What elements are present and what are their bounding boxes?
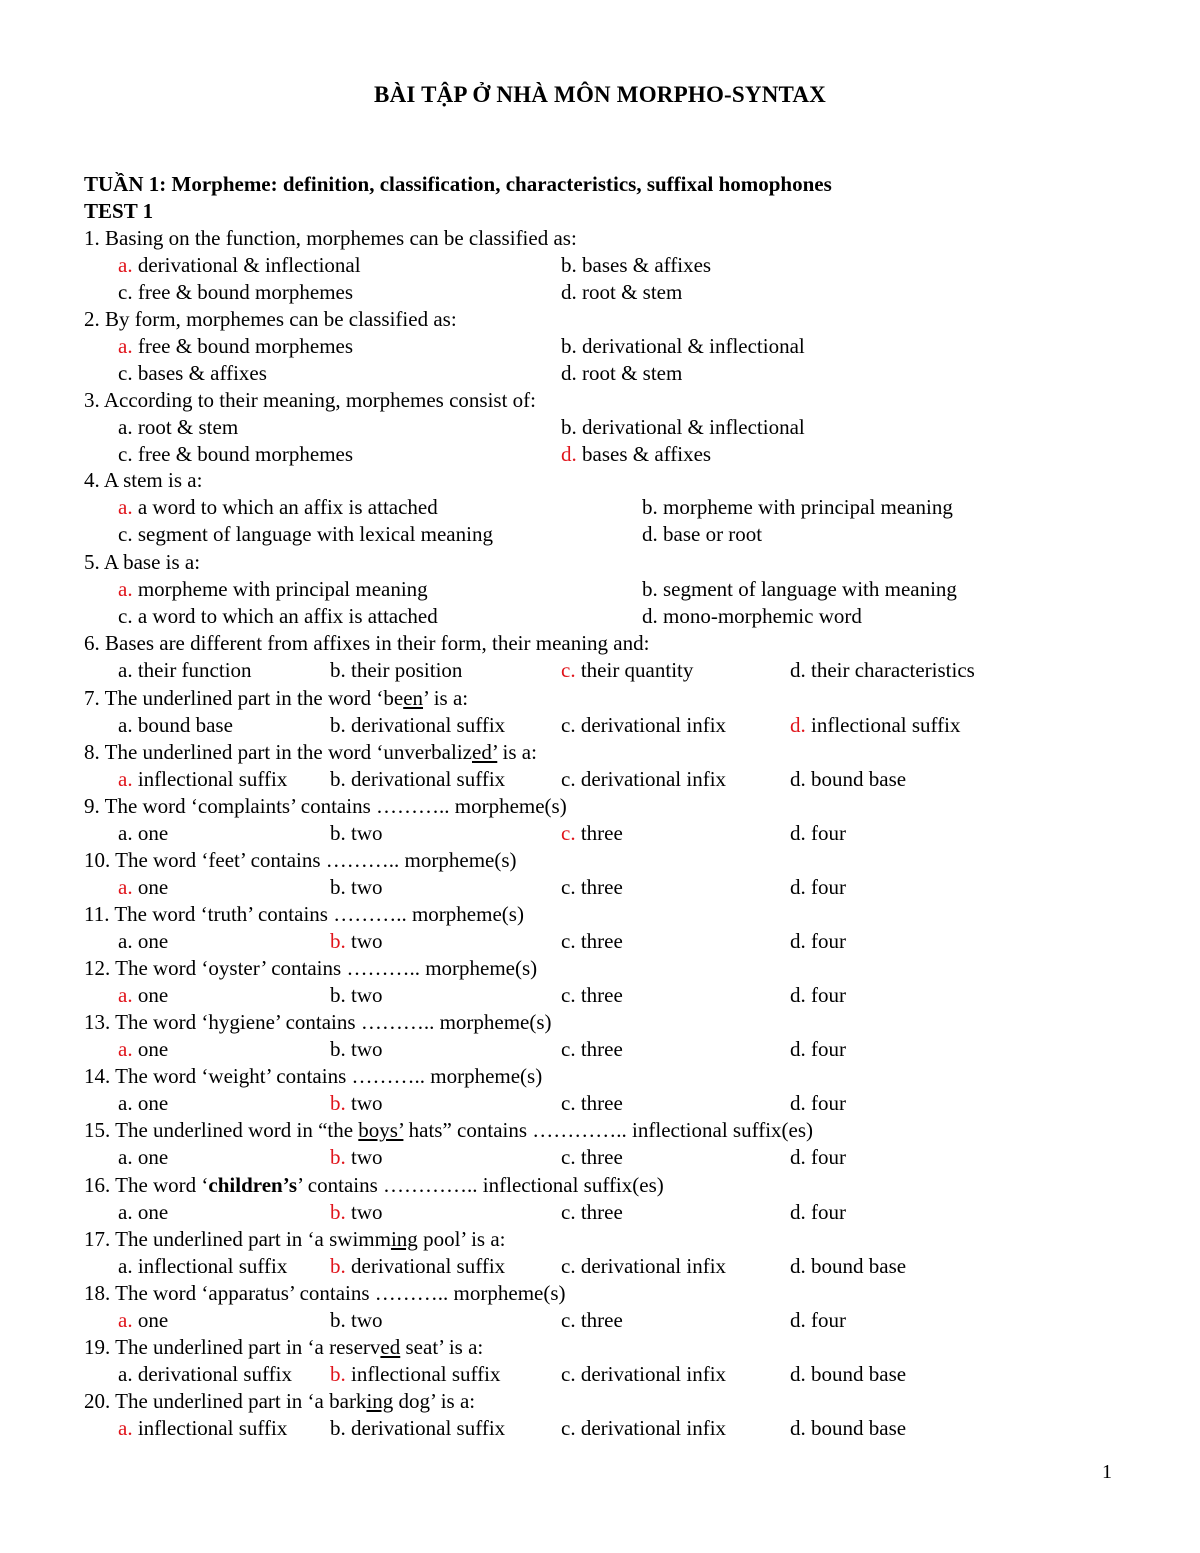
- question-text-part: 14. The word ‘weight’ contains ……….. morpheme(s): [84, 1064, 543, 1088]
- question-text-part: 4. A stem is a:: [84, 468, 203, 492]
- option-text: three: [575, 983, 623, 1007]
- option-text: one: [132, 1308, 169, 1332]
- question-2-text: [84, 307, 457, 331]
- question-text-part: 19. The underlined part in ‘a reserv: [84, 1335, 381, 1359]
- question-text-part: 8. The underlined part in the word ‘unverbaliz: [84, 740, 472, 764]
- question-10-option-c: [561, 875, 623, 899]
- question-text-part: 12. The word ‘oyster’ contains ……….. morpheme(s): [84, 956, 538, 980]
- option-letter: b.: [330, 929, 346, 953]
- option-text: one: [132, 1091, 169, 1115]
- question-3-option-b: [561, 415, 805, 439]
- option-letter: a.: [118, 821, 133, 845]
- option-text: segment of language with meaning: [657, 577, 957, 601]
- option-text: two: [345, 875, 383, 899]
- option-text: four: [805, 929, 846, 953]
- option-text: derivational & inflectional: [576, 334, 805, 358]
- option-letter: b.: [330, 767, 346, 791]
- question-16-option-c: [561, 1200, 623, 1224]
- question-14-option-b: [330, 1091, 383, 1115]
- option-letter: d.: [642, 604, 658, 628]
- question-text-part: pool’ is a:: [417, 1227, 506, 1251]
- underlined-part: ing: [390, 1227, 418, 1251]
- question-16-option-a: [118, 1200, 168, 1224]
- question-8-option-b: [330, 767, 505, 791]
- option-letter: a.: [118, 1200, 133, 1224]
- question-text-part: 20. The underlined part in ‘a bark: [84, 1389, 367, 1413]
- option-letter: c.: [561, 983, 576, 1007]
- option-text: one: [132, 1200, 169, 1224]
- question-text-part: ’ is a:: [423, 686, 469, 710]
- question-text-part: 16. The word ‘: [84, 1173, 209, 1197]
- question-6-option-b: [330, 658, 462, 682]
- question-4-option-c: [118, 522, 493, 546]
- option-text: root & stem: [576, 280, 683, 304]
- option-text: four: [805, 1091, 846, 1115]
- option-text: derivational infix: [575, 1416, 727, 1440]
- option-text: three: [575, 1200, 623, 1224]
- question-text-part: 10. The word ‘feet’ contains ……….. morpheme(s): [84, 848, 517, 872]
- option-text: two: [345, 821, 383, 845]
- option-text: three: [575, 1091, 623, 1115]
- option-text: bound base: [805, 767, 907, 791]
- option-letter: a.: [118, 415, 133, 439]
- option-letter: d.: [790, 1091, 806, 1115]
- option-text: two: [345, 1037, 383, 1061]
- option-letter: b.: [330, 713, 346, 737]
- option-text: bound base: [132, 713, 233, 737]
- question-text-part: 13. The word ‘hygiene’ contains ……….. morpheme(s): [84, 1010, 552, 1034]
- question-8-option-a: [118, 767, 287, 791]
- option-letter: b.: [330, 1308, 346, 1332]
- option-text: inflectional suffix: [132, 1254, 288, 1278]
- question-5-option-b: [642, 577, 957, 601]
- question-2-option-a: [118, 334, 353, 358]
- question-11-text: [84, 902, 524, 926]
- option-letter: d.: [790, 875, 806, 899]
- option-text: inflectional suffix: [345, 1362, 501, 1386]
- option-text: derivational suffix: [345, 1254, 506, 1278]
- option-letter: c.: [561, 1362, 576, 1386]
- question-15-option-b: [330, 1145, 383, 1169]
- question-9-option-b: [330, 821, 383, 845]
- option-letter: a.: [118, 1037, 133, 1061]
- question-16-option-d: [790, 1200, 846, 1224]
- question-7-option-d: [790, 713, 961, 737]
- option-letter: a.: [118, 1362, 133, 1386]
- question-17-option-a: [118, 1254, 287, 1278]
- question-19-option-b: [330, 1362, 501, 1386]
- question-17-option-d: [790, 1254, 906, 1278]
- question-14-option-c: [561, 1091, 623, 1115]
- option-letter: a.: [118, 713, 133, 737]
- option-letter: a.: [118, 929, 133, 953]
- option-letter: c.: [561, 875, 576, 899]
- option-text: four: [805, 1037, 846, 1061]
- option-text: derivational infix: [575, 1254, 727, 1278]
- question-17-option-b: [330, 1254, 505, 1278]
- question-13-text: [84, 1010, 552, 1034]
- question-5-option-c: [118, 604, 438, 628]
- question-11-option-b: [330, 929, 383, 953]
- question-17-option-c: [561, 1254, 726, 1278]
- option-letter: d.: [790, 713, 806, 737]
- test-heading: TEST 1: [84, 199, 154, 223]
- option-letter: b.: [642, 577, 658, 601]
- question-text-part: 7. The underlined part in the word ‘be: [84, 686, 404, 710]
- option-letter: a.: [118, 1416, 133, 1440]
- option-letter: d.: [642, 522, 658, 546]
- question-text-part: is a:: [497, 740, 537, 764]
- question-15-text: [84, 1118, 813, 1142]
- question-12-option-c: [561, 983, 623, 1007]
- option-letter: c.: [118, 442, 133, 466]
- option-text: two: [345, 929, 383, 953]
- option-letter: c.: [561, 1254, 576, 1278]
- option-text: a word to which an affix is attached: [132, 495, 438, 519]
- option-text: bound base: [805, 1362, 907, 1386]
- option-letter: d.: [790, 1200, 806, 1224]
- option-letter: b.: [561, 415, 577, 439]
- question-11-option-c: [561, 929, 623, 953]
- question-13-option-a: [118, 1037, 168, 1061]
- option-text: segment of language with lexical meaning: [132, 522, 493, 546]
- question-1-option-b: [561, 253, 711, 277]
- option-text: four: [805, 875, 846, 899]
- option-text: two: [345, 1091, 383, 1115]
- question-9-text: [84, 794, 567, 818]
- option-letter: a.: [118, 1308, 133, 1332]
- question-4-option-b: [642, 495, 953, 519]
- question-9-option-c: [561, 821, 623, 845]
- question-20-text: [84, 1389, 475, 1413]
- question-1-option-a: [118, 253, 361, 277]
- option-text: free & bound morphemes: [132, 280, 354, 304]
- option-letter: d.: [790, 983, 806, 1007]
- option-text: bases & affixes: [132, 361, 267, 385]
- option-text: four: [805, 821, 846, 845]
- option-letter: a.: [118, 577, 133, 601]
- question-12-option-d: [790, 983, 846, 1007]
- option-text: base or root: [657, 522, 763, 546]
- question-13-option-c: [561, 1037, 623, 1061]
- option-letter: c.: [118, 604, 133, 628]
- option-text: inflectional suffix: [805, 713, 961, 737]
- option-letter: d.: [790, 767, 806, 791]
- option-letter: b.: [330, 821, 346, 845]
- question-1-option-c: [118, 280, 353, 304]
- option-letter: b.: [330, 1254, 346, 1278]
- question-2-option-c: [118, 361, 267, 385]
- option-text: mono-morphemic word: [657, 604, 862, 628]
- question-7-option-b: [330, 713, 505, 737]
- option-text: one: [132, 875, 169, 899]
- question-9-option-d: [790, 821, 846, 845]
- question-16-option-b: [330, 1200, 383, 1224]
- underlined-part: en: [403, 686, 424, 710]
- question-20-option-b: [330, 1416, 505, 1440]
- option-letter: a.: [118, 875, 133, 899]
- question-1-text: [84, 226, 577, 250]
- question-8-option-c: [561, 767, 726, 791]
- option-text: four: [805, 983, 846, 1007]
- option-text: free & bound morphemes: [132, 334, 354, 358]
- question-text-part: 3. According to their meaning, morphemes consist of:: [84, 388, 536, 412]
- option-letter: c.: [561, 713, 576, 737]
- question-17-text: [84, 1227, 506, 1251]
- question-text-part: 5. A base is a:: [84, 550, 201, 574]
- option-letter: b.: [330, 875, 346, 899]
- question-15-option-c: [561, 1145, 623, 1169]
- question-12-option-b: [330, 983, 383, 1007]
- question-7-option-a: [118, 713, 233, 737]
- question-18-text: [84, 1281, 566, 1305]
- option-text: derivational suffix: [345, 1416, 506, 1440]
- question-2-option-b: [561, 334, 805, 358]
- option-letter: c.: [118, 280, 133, 304]
- option-text: one: [132, 929, 169, 953]
- question-20-option-d: [790, 1416, 906, 1440]
- question-18-option-a: [118, 1308, 168, 1332]
- question-18-option-b: [330, 1308, 383, 1332]
- underlined-part: ed’: [472, 740, 498, 764]
- question-6-text: [84, 631, 649, 655]
- option-letter: d.: [561, 280, 577, 304]
- question-text-part: 17. The underlined part in ‘a swimm: [84, 1227, 391, 1251]
- option-text: root & stem: [576, 361, 683, 385]
- option-text: two: [345, 1145, 383, 1169]
- question-6-option-d: [790, 658, 975, 682]
- option-text: derivational suffix: [132, 1362, 292, 1386]
- question-14-option-d: [790, 1091, 846, 1115]
- option-text: four: [805, 1200, 846, 1224]
- question-14-option-a: [118, 1091, 168, 1115]
- question-10-option-b: [330, 875, 383, 899]
- option-text: their position: [345, 658, 463, 682]
- question-12-option-a: [118, 983, 168, 1007]
- option-letter: d.: [790, 929, 806, 953]
- week-heading: TUẦN 1: Morpheme: definition, classification, characteristics, suffixal homophones: [84, 172, 832, 196]
- option-letter: d.: [561, 442, 577, 466]
- question-19-text: [84, 1335, 483, 1359]
- option-text: inflectional suffix: [132, 1416, 288, 1440]
- question-3-option-d: [561, 442, 711, 466]
- option-letter: c.: [561, 1308, 576, 1332]
- question-text-part: hats” contains ………….. inflectional suffix(es): [403, 1118, 814, 1142]
- question-10-text: [84, 848, 517, 872]
- option-letter: c.: [561, 1416, 576, 1440]
- option-text: three: [575, 1308, 623, 1332]
- option-letter: c.: [561, 1091, 576, 1115]
- option-letter: c.: [561, 767, 576, 791]
- question-text-part: 2. By form, morphemes can be classified as:: [84, 307, 457, 331]
- question-16-text: [84, 1173, 664, 1197]
- option-letter: d.: [790, 1254, 806, 1278]
- question-4-text: [84, 468, 202, 492]
- option-text: three: [575, 929, 623, 953]
- question-text-part: dog’ is a:: [393, 1389, 476, 1413]
- question-6-option-a: [118, 658, 252, 682]
- option-text: two: [345, 1308, 383, 1332]
- option-letter: b.: [561, 334, 577, 358]
- question-18-option-d: [790, 1308, 846, 1332]
- option-text: derivational & inflectional: [132, 253, 361, 277]
- question-19-option-a: [118, 1362, 292, 1386]
- option-text: bases & affixes: [576, 253, 712, 277]
- option-letter: c.: [561, 1200, 576, 1224]
- question-11-option-d: [790, 929, 846, 953]
- option-text: bases & affixes: [576, 442, 712, 466]
- option-text: morpheme with principal meaning: [657, 495, 953, 519]
- option-letter: a.: [118, 658, 133, 682]
- option-letter: c.: [561, 929, 576, 953]
- option-text: derivational infix: [575, 767, 727, 791]
- question-15-option-d: [790, 1145, 846, 1169]
- option-letter: d.: [790, 1416, 806, 1440]
- question-13-option-b: [330, 1037, 383, 1061]
- option-letter: b.: [330, 658, 346, 682]
- option-letter: c.: [561, 821, 576, 845]
- question-4-option-a: [118, 495, 438, 519]
- option-text: two: [345, 1200, 383, 1224]
- question-10-option-d: [790, 875, 846, 899]
- option-text: one: [132, 821, 169, 845]
- question-8-option-d: [790, 767, 906, 791]
- question-20-option-a: [118, 1416, 287, 1440]
- question-11-option-a: [118, 929, 168, 953]
- underlined-part: ing: [366, 1389, 394, 1413]
- question-19-option-c: [561, 1362, 726, 1386]
- option-text: three: [575, 875, 623, 899]
- option-text: two: [345, 983, 383, 1007]
- option-letter: a.: [118, 767, 133, 791]
- option-letter: a.: [118, 253, 133, 277]
- option-text: their quantity: [575, 658, 694, 682]
- question-text-part: 11. The word ‘truth’ contains ……….. morpheme(s): [84, 902, 524, 926]
- option-text: free & bound morphemes: [132, 442, 354, 466]
- option-letter: a.: [118, 334, 133, 358]
- question-9-option-a: [118, 821, 168, 845]
- question-4-option-d: [642, 522, 762, 546]
- question-text-part: ’ contains ………….. inflectional suffix(es): [297, 1173, 664, 1197]
- question-3-option-c: [118, 442, 353, 466]
- option-letter: b.: [330, 1091, 346, 1115]
- option-text: derivational suffix: [345, 713, 506, 737]
- question-15-option-a: [118, 1145, 168, 1169]
- question-12-text: [84, 956, 537, 980]
- option-text: three: [575, 1145, 623, 1169]
- option-letter: b.: [330, 1037, 346, 1061]
- question-13-option-d: [790, 1037, 846, 1061]
- question-text-part: seat’ is a:: [400, 1335, 484, 1359]
- option-text: three: [575, 821, 623, 845]
- option-letter: b.: [330, 1416, 346, 1440]
- option-letter: b.: [330, 1362, 346, 1386]
- option-letter: c.: [561, 1145, 576, 1169]
- option-letter: b.: [330, 983, 346, 1007]
- option-text: bound base: [805, 1254, 907, 1278]
- option-text: inflectional suffix: [132, 767, 288, 791]
- question-8-text: [84, 740, 537, 764]
- question-text-part: 15. The underlined word in “the: [84, 1118, 359, 1142]
- option-letter: a.: [118, 1145, 133, 1169]
- question-7-option-c: [561, 713, 726, 737]
- option-letter: c.: [561, 1037, 576, 1061]
- question-10-option-a: [118, 875, 168, 899]
- question-18-option-c: [561, 1308, 623, 1332]
- question-5-option-d: [642, 604, 862, 628]
- question-2-option-d: [561, 361, 682, 385]
- option-letter: d.: [790, 1037, 806, 1061]
- question-text-part: 1. Basing on the function, morphemes can be classified as:: [84, 226, 577, 250]
- option-letter: a.: [118, 1091, 133, 1115]
- option-text: one: [132, 983, 169, 1007]
- option-text: one: [132, 1037, 169, 1061]
- option-letter: b.: [330, 1145, 346, 1169]
- question-5-option-a: [118, 577, 428, 601]
- question-1-option-d: [561, 280, 682, 304]
- question-text-part: 9. The word ‘complaints’ contains ……….. morpheme(s): [84, 794, 567, 818]
- option-text: derivational & inflectional: [576, 415, 805, 439]
- option-letter: b.: [561, 253, 577, 277]
- page-number: 1: [1102, 1461, 1112, 1483]
- option-text: four: [805, 1145, 846, 1169]
- question-6-option-c: [561, 658, 693, 682]
- option-text: their function: [132, 658, 252, 682]
- option-text: derivational suffix: [345, 767, 506, 791]
- option-letter: c.: [561, 658, 576, 682]
- underlined-part: boys’: [358, 1118, 404, 1142]
- option-text: one: [132, 1145, 169, 1169]
- option-letter: a.: [118, 983, 133, 1007]
- question-19-option-d: [790, 1362, 906, 1386]
- question-7-text: [84, 686, 468, 710]
- option-letter: b.: [330, 1200, 346, 1224]
- question-3-option-a: [118, 415, 238, 439]
- option-text: derivational infix: [575, 713, 727, 737]
- option-text: derivational infix: [575, 1362, 727, 1386]
- option-letter: b.: [642, 495, 658, 519]
- option-letter: d.: [790, 1308, 806, 1332]
- option-letter: d.: [790, 821, 806, 845]
- option-text: three: [575, 1037, 623, 1061]
- bold-part: children’s: [208, 1173, 298, 1197]
- underlined-part: ed: [380, 1335, 401, 1359]
- question-5-text: [84, 550, 200, 574]
- option-letter: d.: [790, 658, 806, 682]
- question-text-part: 18. The word ‘apparatus’ contains ……….. morpheme(s): [84, 1281, 566, 1305]
- option-text: bound base: [805, 1416, 907, 1440]
- option-text: morpheme with principal meaning: [132, 577, 428, 601]
- option-letter: d.: [790, 1362, 806, 1386]
- option-letter: a.: [118, 495, 133, 519]
- question-text-part: 6. Bases are different from affixes in their form, their meaning and:: [84, 631, 650, 655]
- question-20-option-c: [561, 1416, 726, 1440]
- option-letter: a.: [118, 1254, 133, 1278]
- option-letter: c.: [118, 361, 133, 385]
- option-text: a word to which an affix is attached: [132, 604, 438, 628]
- option-letter: d.: [790, 1145, 806, 1169]
- option-text: root & stem: [132, 415, 239, 439]
- option-text: their characteristics: [805, 658, 975, 682]
- option-text: four: [805, 1308, 846, 1332]
- question-14-text: [84, 1064, 542, 1088]
- option-letter: d.: [561, 361, 577, 385]
- question-3-text: [84, 388, 536, 412]
- document-title: BÀI TẬP Ở NHÀ MÔN MORPHO-SYNTAX: [374, 82, 826, 107]
- option-letter: c.: [118, 522, 133, 546]
